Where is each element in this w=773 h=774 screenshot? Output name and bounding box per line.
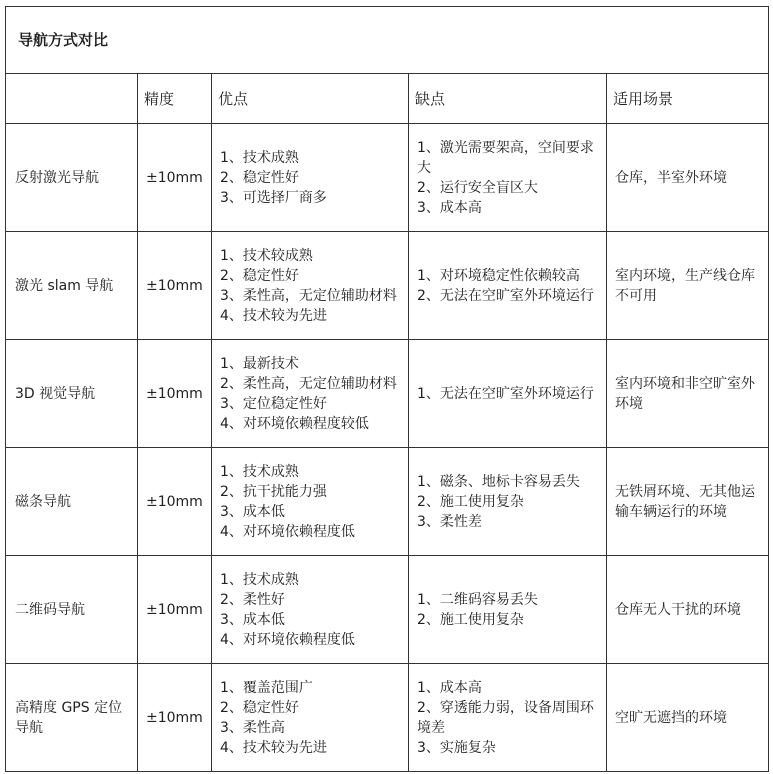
pros-item: 3、柔性高，无定位辅助材料 bbox=[220, 287, 397, 304]
pros-cell bbox=[212, 124, 409, 232]
cons-item: 3、柔性差 bbox=[417, 513, 482, 530]
cons-cell bbox=[409, 448, 607, 556]
scene-cell: 室内环境，生产线仓库不可用 bbox=[607, 232, 769, 340]
table-row bbox=[6, 556, 769, 664]
cons-cell bbox=[409, 664, 607, 772]
method-name-cell: 激光 slam 导航 bbox=[6, 232, 138, 340]
precision-cell: ±10mm bbox=[138, 124, 212, 232]
cons-cell bbox=[409, 340, 607, 448]
header-cell-empty bbox=[6, 74, 138, 124]
pros-item: 1、最新技术 bbox=[220, 355, 299, 372]
pros-item: 1、技术成熟 bbox=[220, 463, 299, 480]
method-name-cell: 二维码导航 bbox=[6, 556, 138, 664]
cons-item: 2、施工使用复杂 bbox=[417, 611, 524, 628]
pros-item: 3、可选择厂商多 bbox=[220, 189, 327, 206]
comparison-table bbox=[5, 6, 769, 772]
header-cell-cons: 缺点 bbox=[409, 74, 607, 124]
pros-item: 4、对环境依赖程度较低 bbox=[220, 415, 369, 432]
header-cell-pros: 优点 bbox=[212, 74, 409, 124]
pros-item: 2、抗干扰能力强 bbox=[220, 483, 327, 500]
pros-item: 2、稳定性好 bbox=[220, 169, 299, 186]
pros-cell bbox=[212, 340, 409, 448]
cons-item: 1、磁条、地标卡容易丢失 bbox=[417, 473, 580, 490]
pros-item: 4、对环境依赖程度低 bbox=[220, 523, 355, 540]
header-cell-scene: 适用场景 bbox=[607, 74, 769, 124]
cons-item: 1、无法在空旷室外环境运行 bbox=[417, 385, 594, 402]
cons-cell bbox=[409, 232, 607, 340]
cons-item: 2、施工使用复杂 bbox=[417, 493, 524, 510]
precision-cell: ±10mm bbox=[138, 664, 212, 772]
scene-cell: 空旷无遮挡的环境 bbox=[607, 664, 769, 772]
cons-item: 3、实施复杂 bbox=[417, 739, 496, 756]
cons-item: 1、成本高 bbox=[417, 679, 482, 696]
pros-item: 3、定位稳定性好 bbox=[220, 395, 327, 412]
header-row bbox=[6, 74, 769, 124]
precision-cell: ±10mm bbox=[138, 556, 212, 664]
scene-cell: 室内环境和非空旷室外环境 bbox=[607, 340, 769, 448]
pros-item: 2、柔性好 bbox=[220, 591, 285, 608]
pros-item: 4、对环境依赖程度低 bbox=[220, 631, 355, 648]
pros-item: 4、技术较为先进 bbox=[220, 307, 327, 324]
precision-cell: ±10mm bbox=[138, 448, 212, 556]
table-row bbox=[6, 664, 769, 772]
cons-item: 2、无法在空旷室外环境运行 bbox=[417, 287, 594, 304]
pros-item: 2、稳定性好 bbox=[220, 699, 299, 716]
pros-item: 1、覆盖范围广 bbox=[220, 679, 313, 696]
pros-cell bbox=[212, 448, 409, 556]
pros-item: 1、技术成熟 bbox=[220, 149, 299, 166]
table-row bbox=[6, 340, 769, 448]
pros-item: 3、成本低 bbox=[220, 503, 285, 520]
pros-item: 3、成本低 bbox=[220, 611, 285, 628]
pros-cell bbox=[212, 232, 409, 340]
cons-item: 2、运行安全盲区大 bbox=[417, 179, 538, 196]
pros-item: 4、技术较为先进 bbox=[220, 739, 327, 756]
pros-item: 1、技术成熟 bbox=[220, 571, 299, 588]
pros-item: 2、稳定性好 bbox=[220, 267, 299, 284]
method-name-cell: 磁条导航 bbox=[6, 448, 138, 556]
cons-item: 2、穿透能力弱，设备周围环境差 bbox=[417, 699, 594, 736]
cons-item: 1、激光需要架高，空间要求大 bbox=[417, 139, 594, 176]
header-cell-precision: 精度 bbox=[138, 74, 212, 124]
pros-item: 1、技术较成熟 bbox=[220, 247, 313, 264]
table-title: 导航方式对比 bbox=[6, 7, 769, 74]
table-row bbox=[6, 124, 769, 232]
pros-cell bbox=[212, 664, 409, 772]
table-row bbox=[6, 448, 769, 556]
pros-cell bbox=[212, 556, 409, 664]
pros-item: 3、柔性高 bbox=[220, 719, 285, 736]
scene-cell: 仓库，半室外环境 bbox=[607, 124, 769, 232]
method-name-cell: 高精度 GPS 定位导航 bbox=[6, 664, 138, 772]
method-name-cell: 反射激光导航 bbox=[6, 124, 138, 232]
precision-cell: ±10mm bbox=[138, 340, 212, 448]
pros-item: 2、柔性高，无定位辅助材料 bbox=[220, 375, 397, 392]
cons-item: 1、二维码容易丢失 bbox=[417, 591, 538, 608]
precision-cell: ±10mm bbox=[138, 232, 212, 340]
cons-cell bbox=[409, 556, 607, 664]
cons-item: 3、成本高 bbox=[417, 199, 482, 216]
cons-cell bbox=[409, 124, 607, 232]
method-name-cell: 3D 视觉导航 bbox=[6, 340, 138, 448]
scene-cell: 仓库无人干扰的环境 bbox=[607, 556, 769, 664]
scene-cell: 无铁屑环境、无其他运输车辆运行的环境 bbox=[607, 448, 769, 556]
table-row bbox=[6, 232, 769, 340]
cons-item: 1、对环境稳定性依赖较高 bbox=[417, 267, 580, 284]
